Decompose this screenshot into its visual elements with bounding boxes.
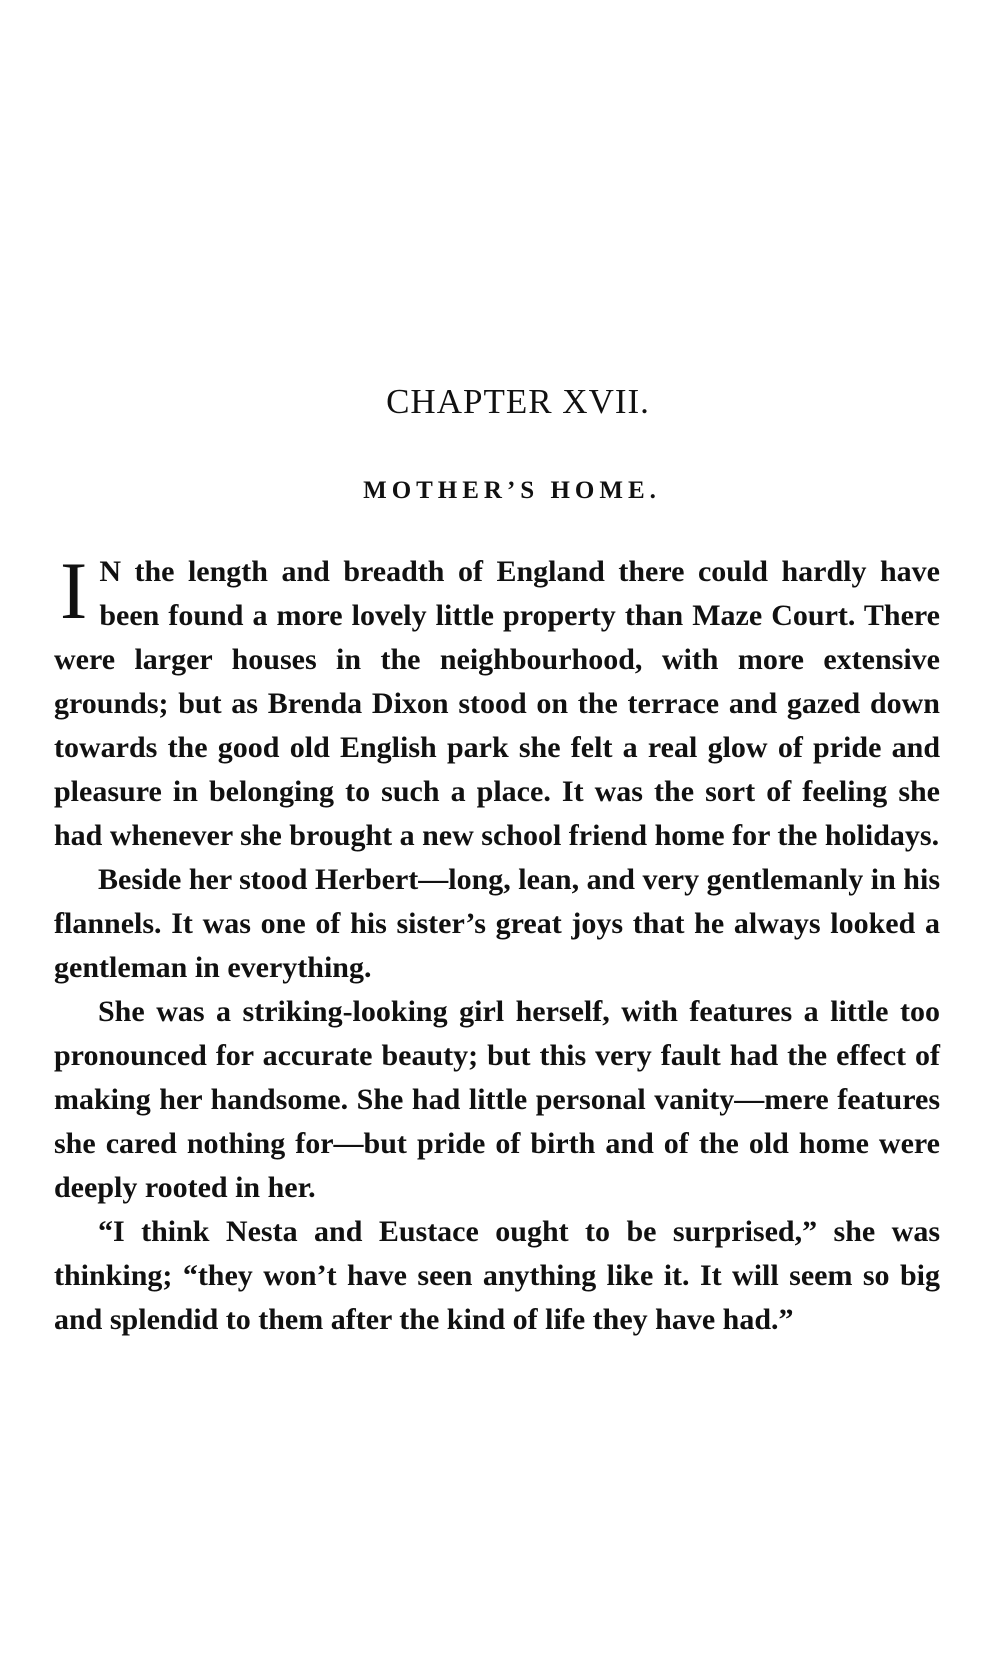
chapter-body bbox=[54, 545, 940, 1342]
paragraph-1 bbox=[54, 545, 940, 858]
chapter-title: MOTHER’S HOME. bbox=[363, 477, 661, 504]
drop-cap: I bbox=[60, 545, 88, 636]
paragraph-2: Beside her stood Herbert—long, lean, and very gentlemanly in his flannels. It was one of his sister’s great joys that he always looked a gentleman in everything. bbox=[54, 863, 940, 984]
paragraph-4: “I think Nesta and Eustace ought to be surprised,” she was thinking; “they won’t have seen anything like it. It will seem so big and splendid to them after the kind of life they have had.” bbox=[54, 1215, 940, 1336]
chapter-heading: CHAPTER XVII. bbox=[386, 382, 650, 421]
paragraph-1-text: N the length and breadth of England there could hardly have been found a more lovely little property than Maze Court. There were larger houses in the neighbourhood, with more extensive grounds; but as Brenda Dixon stood on the terrace and gazed down towards the good old English park she felt a real glow of pride and pleasure in belonging to such a place. It was the sort of feeling she had whenever she brought a new school friend home for the holidays. bbox=[54, 555, 940, 852]
paragraph-3: She was a striking-looking girl herself, with features a little too pronounced for accurate beauty; but this very fault had the effect of making her handsome. She had little personal vanity—mere features she cared nothing for—but pride of birth and of the old home were deeply rooted in her. bbox=[54, 995, 940, 1204]
